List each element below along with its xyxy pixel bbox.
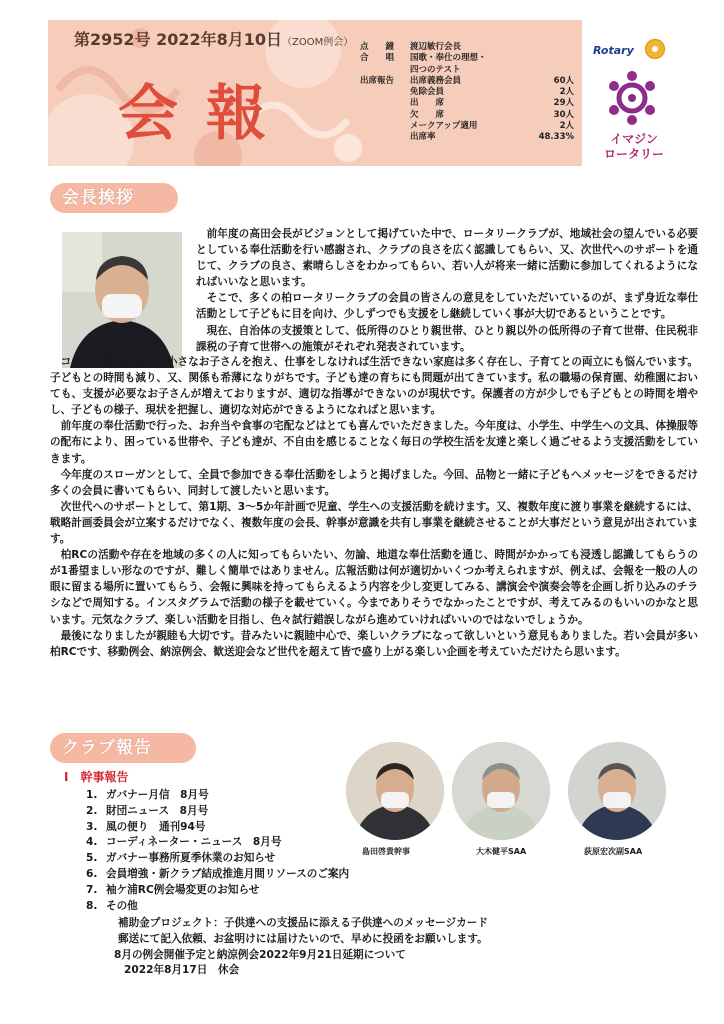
- info-value: 渡辺敏行会長: [410, 42, 462, 52]
- rotary-wheel-icon: [644, 38, 666, 60]
- info-key: [360, 87, 410, 98]
- caption-ohki: 大木健平SAA: [476, 847, 527, 856]
- list-item: [86, 788, 349, 804]
- info-key: [360, 132, 410, 143]
- info-row: [360, 87, 580, 98]
- member-photo-ohki: [452, 742, 550, 840]
- president-message-top: [196, 226, 698, 355]
- info-num: 60人: [553, 75, 574, 86]
- detail-line: 8月の例会開催予定と納涼例会2022年9月21日延期について: [114, 948, 406, 961]
- info-num: [528, 53, 574, 64]
- info-key: [360, 110, 410, 121]
- info-num: 30人: [553, 109, 574, 120]
- paragraph: 今年度のスローガンとして、全員で参加できる奉仕活動をしようと掲げました。今回、品物と一緒に子どもへメッセージをできるだけ多くの会員に書いてもらい、同封して渡したいと思います。: [50, 468, 698, 497]
- imagine-rotary-text: [596, 132, 672, 162]
- item-text: 風の便り 通刊94号: [106, 820, 206, 833]
- paragraph: 柏RCの活動や存在を地域の多くの人に知ってもらいたい、勿論、地道な奉仕活動を通じ、時間がかかっても浸透し認識してもらうのが1番望ましい形なのですが、難しく簡単ではありません。広報活動は何が適切かいくつか考えられますが、例えば、会報を一般の人の眼に留まる場所に置いてもらう、会報に興味を持ってもらえるよう内容を少し変更してみる、講演会や演奏会等を企画し折り込みのチラシなどで周知する。インスタグラムで活動の様子を載せていく。今までありそうでなかったことですが、考えてみるのもいいのかなと思います。元気なクラブ、楽しい活動を目指し、色々試行錯誤しながら進めていければいいのではないでしょうか。: [50, 549, 698, 626]
- item-number: 2.: [86, 804, 98, 817]
- info-num: [528, 42, 574, 53]
- item-number: 1.: [86, 789, 98, 801]
- item-number: 4.: [86, 836, 98, 849]
- info-value: 欠 席: [410, 109, 445, 120]
- list-item: [86, 835, 349, 851]
- president-photo: [62, 232, 182, 368]
- info-key: 合 唱: [360, 53, 395, 64]
- info-value: 出 席: [410, 98, 445, 109]
- detail-line: 補助金プロジェクト：子供達への支援品に添える子供達へのメッセージカード: [118, 917, 488, 929]
- info-row: [360, 110, 580, 121]
- info-num: [528, 65, 574, 76]
- info-value: 免除会員: [410, 87, 445, 98]
- item-text: 財団ニュース 8月号: [106, 804, 209, 817]
- member-photo-shimada: [346, 742, 444, 840]
- item-number: 5.: [86, 852, 98, 865]
- secretary-report-heading: Ⅰ 幹事報告: [64, 770, 129, 784]
- item-text: 袖ケ浦RC例会場変更のお知らせ: [106, 883, 260, 896]
- section-heading-club-report: クラブ報告: [50, 733, 196, 763]
- member-photo-ogiwara: [568, 742, 666, 840]
- paragraph: 次世代へのサポートとして、第1期、3～5か年計画で児童、学生への支援活動を続けます。又、複数年度に渡り事業を継続するには、戦略計画委員会が立案するだけでなく、複数年度の会長、幹事が意識を共有し事業を継続させることが大事だという意見が出されています。: [50, 500, 698, 546]
- issue-number-date: 第2952号 2022年8月10日: [74, 30, 283, 49]
- info-num: 48.33%: [538, 132, 574, 143]
- info-row: [360, 76, 580, 87]
- section-heading-president: 会長挨拶: [50, 183, 178, 213]
- info-value: 出席義務会員: [410, 75, 462, 86]
- paragraph: 前年度の奉仕活動で行った、お弁当や食事の宅配などはとても喜んでいただきました。今年度は、小学生、中学生への文具、体操服等の配布により、困っている世帯や、子ども達が、不自由を感じることなく毎日の学校生活を友達と楽しく過ごせるよう支援活動をしていきます。: [50, 420, 698, 465]
- paragraph: 最後になりましたが親睦も大切です。昔みたいに親睦中心で、楽しいクラブになって欲しいという意見もありました。若い会員が多い柏RCです、移動例会、納涼例会、歓送迎会など世代を超えて皆で盛り上がる楽しい企画を考えていただけたら思います。: [50, 629, 698, 658]
- imagine-line-2: ロータリー: [603, 147, 664, 161]
- meeting-type: （ZOOM例会）: [282, 37, 354, 48]
- info-key: [360, 65, 410, 76]
- info-row: [360, 53, 580, 64]
- item-number: 6.: [86, 867, 98, 880]
- meeting-info: [360, 42, 580, 144]
- caption-ogiwara: 荻原宏次副SAA: [584, 847, 643, 856]
- detail-line: 2022年8月17日 休会: [124, 964, 240, 977]
- list-item: [86, 804, 349, 820]
- info-value: 出席率: [410, 132, 436, 143]
- info-value: 国歌・奉仕の理想・: [410, 53, 487, 64]
- info-row: [360, 42, 580, 53]
- info-key: [360, 121, 410, 132]
- item-number: 3.: [86, 820, 98, 833]
- list-item: [86, 820, 349, 836]
- item-text: その他: [106, 899, 138, 912]
- info-key: 点 鐘: [360, 42, 395, 52]
- paragraph: コロナの時代において小さなお子さんを抱え、仕事をしなければ生活できない家庭は多く存在し、子育てとの両立にも悩んでいます。子どもとの時間も減り、又、関係も希薄になりがちです。子ども達の育ちにも問題が出てきています。私の職場の保育園、幼稚園においても、支援が必要なお子さんが増えておりますが、適切な指導ができないのが現状です。保護者の方が少しでも子どもとの時間を増やし、子どもの様子、現状を把握し、適切な対応ができるようになればと思います。: [50, 356, 698, 417]
- list-item: [86, 867, 349, 883]
- list-item: [86, 851, 349, 867]
- item-text: コーディネーター・ニュース 8月号: [106, 836, 282, 849]
- paragraph: そこで、多くの柏ロータリークラブの会員の皆さんの意見をしていただいているのが、まず身近な奉仕活動として子どもに目を向け、少しずつでも支援をし継続していく事が大切であるということです。: [196, 292, 698, 321]
- info-num: 2人: [559, 87, 574, 98]
- caption-shimada: 島田啓貴幹事: [362, 847, 410, 856]
- info-value: 四つのテスト: [410, 64, 461, 75]
- list-item: [86, 883, 349, 899]
- president-message-body: [50, 354, 698, 660]
- item-text: ガバナー事務所夏季休業のお知らせ: [106, 852, 276, 865]
- rotary-wordmark: Rotary: [593, 44, 634, 57]
- item-text: 会員増強・新クラブ結成推進月間リソースのご案内: [106, 867, 350, 880]
- paragraph: 前年度の高田会長がビジョンとして掲げていた中で、ロータリークラブが、地域社会の望んでいる必要としている奉仕活動を行い感謝され、クラブの良さを広く認識してもらい、又、次世代へのサポートを通じて、クラブの良さ、素晴らしさをわかってもらい、若い人が将来一緒に活動に参加してくれるようになればいいなと思います。: [196, 228, 698, 289]
- info-value: メークアップ適用: [410, 121, 478, 132]
- imagine-line-1: イマジン: [610, 132, 658, 146]
- item-text: ガバナー月信 8月号: [106, 789, 209, 801]
- info-num: 2人: [559, 121, 574, 132]
- info-num: 29人: [553, 98, 574, 109]
- secretary-report-list: [86, 788, 349, 914]
- imagine-rotary-logo-icon: [600, 66, 664, 130]
- info-row: [360, 121, 580, 132]
- paragraph: 現在、自治体の支援策として、低所得のひとり親世帯、ひとり親以外の低所得の子育て世帯、住民税非課税の子育て世帯への施策がそれぞれ発表されています。: [196, 324, 698, 353]
- item-number: 8.: [86, 899, 98, 912]
- info-row: [360, 132, 580, 143]
- info-key: [360, 98, 410, 109]
- detail-line: 郵送にて記入依頼、お盆明けには届けたいので、早めに投函をお願いします。: [118, 932, 488, 945]
- info-row: [360, 65, 580, 76]
- info-row: [360, 98, 580, 109]
- info-key: 出席報告: [360, 75, 395, 86]
- issue-line: [74, 27, 353, 50]
- other-details: [114, 916, 488, 979]
- item-number: 7.: [86, 883, 98, 896]
- list-item: [86, 899, 349, 915]
- page-title: 会報: [118, 79, 294, 149]
